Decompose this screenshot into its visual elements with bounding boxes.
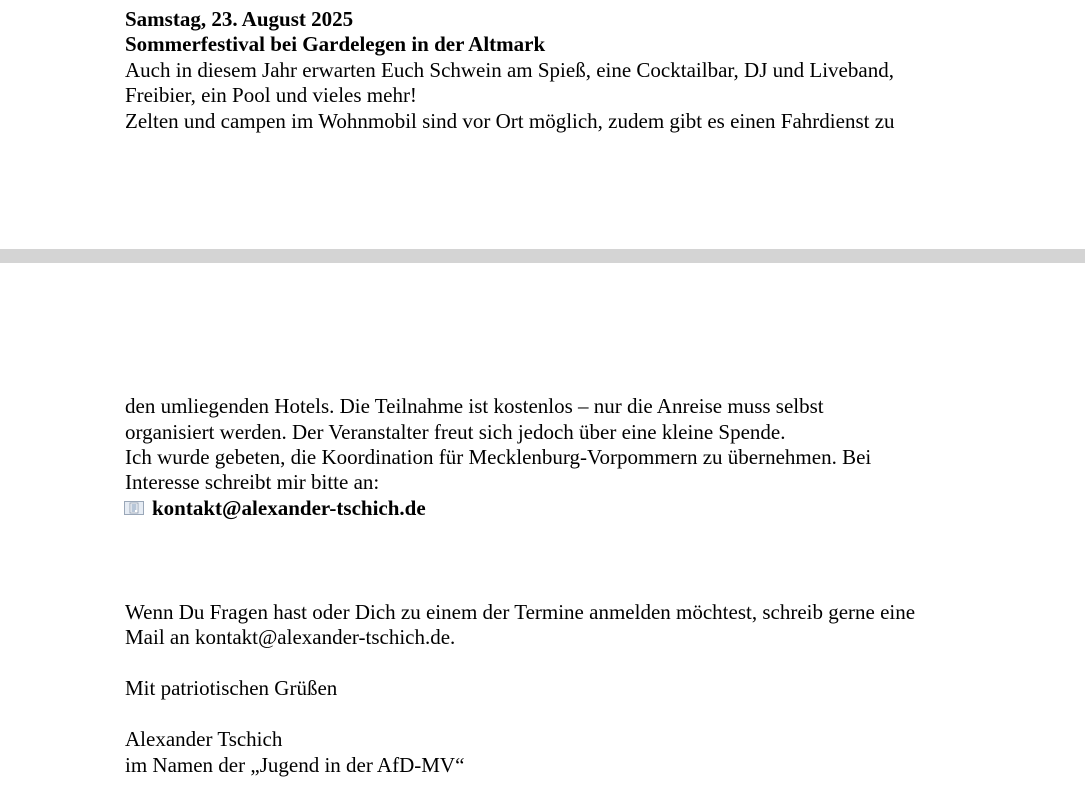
page-top	[0, 0, 1085, 249]
event-description-line: Zelten und campen im Wohnmobil sind vor Ort möglich, zudem gibt es einen Fahrdienst zu	[125, 109, 895, 133]
page-bottom	[0, 263, 1085, 796]
signature-organization: im Namen der „Jugend in der AfD-MV“	[125, 753, 465, 777]
greeting: Mit patriotischen Grüßen	[125, 676, 338, 700]
email-contact[interactable]	[124, 496, 426, 521]
email-link[interactable]: kontakt@alexander-tschich.de	[152, 496, 426, 520]
event-description-line: organisiert werden. Der Veranstalter freut sich jedoch über eine kleine Spende.	[125, 420, 786, 444]
questions-line: Wenn Du Fragen hast oder Dich zu einem der Termine anmelden möchtest, schreib gerne eine	[125, 600, 916, 624]
event-description-line: den umliegenden Hotels. Die Teilnahme ist kostenlos – nur die Anreise muss selbst	[125, 394, 824, 418]
event-title: Sommerfestival bei Gardelegen in der Altmark	[125, 32, 546, 56]
envelope-icon	[124, 501, 144, 516]
event-description-line: Interesse schreibt mir bitte an:	[125, 470, 380, 494]
page-break-gap	[0, 249, 1085, 263]
event-date: Samstag, 23. August 2025	[125, 7, 354, 31]
questions-line: Mail an kontakt@alexander-tschich.de.	[125, 625, 456, 649]
event-description-line: Ich wurde gebeten, die Koordination für Mecklenburg-Vorpommern zu übernehmen. Bei	[125, 445, 872, 469]
signature-name: Alexander Tschich	[125, 727, 283, 751]
event-description-line: Freibier, ein Pool und vieles mehr!	[125, 83, 417, 107]
event-description-line: Auch in diesem Jahr erwarten Euch Schwein am Spieß, eine Cocktailbar, DJ und Liveband,	[125, 58, 894, 82]
